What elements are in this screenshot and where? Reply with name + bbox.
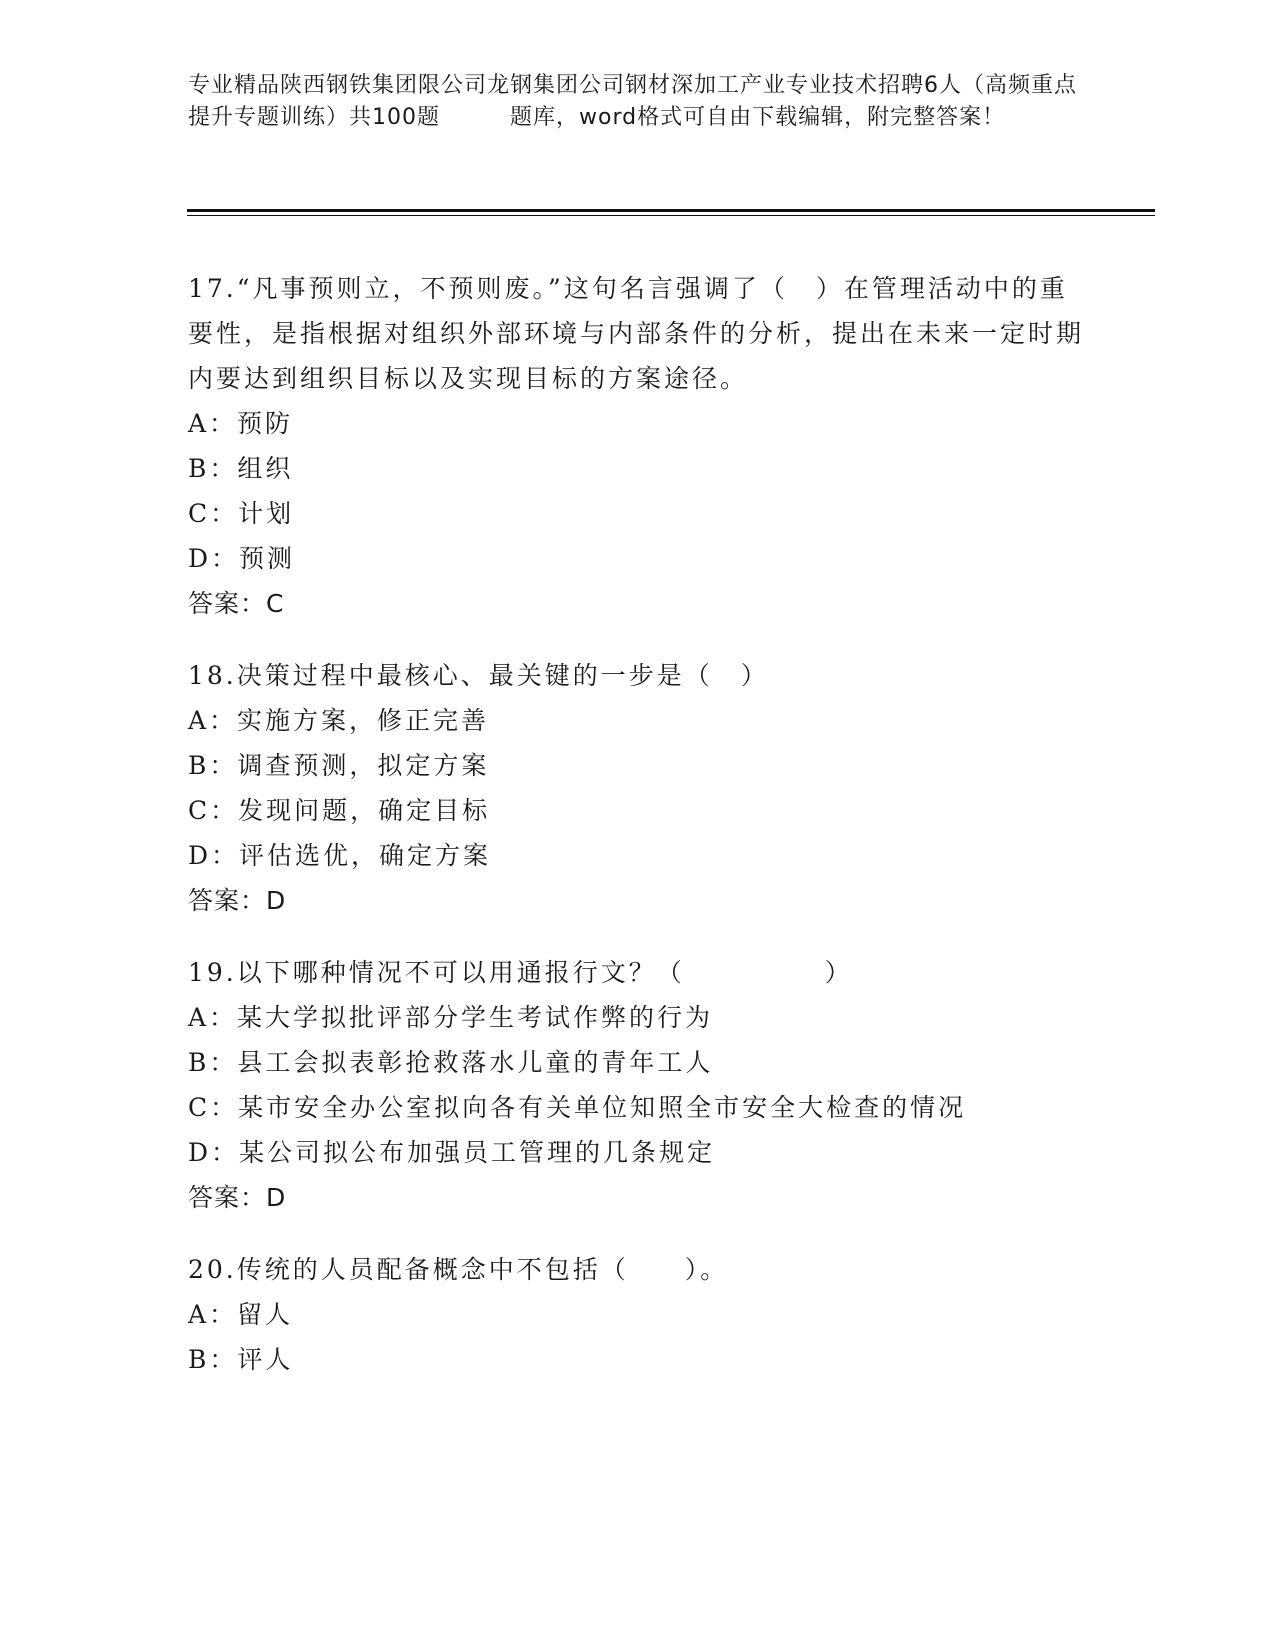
option-c: C：发现问题，确定目标	[188, 796, 491, 825]
question-17	[188, 266, 1088, 626]
option-d: D：预测	[188, 544, 296, 573]
option-a: A：留人	[188, 1300, 294, 1329]
option-c: C：计划	[188, 499, 295, 528]
option-d: D：某公司拟公布加强员工管理的几条规定	[188, 1138, 716, 1167]
option-a: A：预防	[188, 409, 294, 438]
question-text: 20.传统的人员配备概念中不包括（ ）。	[188, 1255, 729, 1284]
option-b: B：评人	[188, 1345, 294, 1374]
header-title-part1: 专业精品陕西钢铁集团限公司龙钢集团公司钢材深加工产业专业技术招聘6人（高频重点提升专题训练）共100题	[188, 73, 1077, 130]
header-rule-thick	[187, 209, 1155, 212]
question-text: 17.“凡事预则立，不预则废。”这句名言强调了（ ）在管理活动中的重要性，是指根据对组织外部环境与内部条件的分析，提出在未来一定时期内要达到组织目标以及实现目标的方案途径。	[188, 274, 1085, 393]
option-c: C：某市安全办公室拟向各有关单位知照全市安全大检查的情况	[188, 1093, 967, 1122]
option-a: A：某大学拟批评部分学生考试作弊的行为	[188, 1003, 714, 1032]
question-18	[188, 653, 1088, 923]
answer: 答案：D	[188, 886, 287, 915]
option-a: A：实施方案，修正完善	[188, 706, 490, 735]
header-title-part2: 题库，word格式可自由下载编辑，附完整答案！	[510, 105, 1006, 130]
option-b: B：县工会拟表彰抢救落水儿童的青年工人	[188, 1048, 714, 1077]
question-text: 19.以下哪种情况不可以用通报行文？（ ）	[188, 958, 853, 987]
option-b: B：组织	[188, 454, 294, 483]
document-header	[188, 70, 1088, 134]
question-19	[188, 950, 1088, 1220]
answer: 答案：C	[188, 589, 285, 618]
question-20	[188, 1247, 1088, 1382]
option-b: B：调查预测，拟定方案	[188, 751, 490, 780]
question-text: 18.决策过程中最核心、最关键的一步是（ ）	[188, 661, 769, 690]
question-list	[188, 266, 1088, 1409]
option-d: D：评估选优，确定方案	[188, 841, 492, 870]
answer: 答案：D	[188, 1183, 287, 1212]
header-rule-thin	[187, 215, 1155, 216]
